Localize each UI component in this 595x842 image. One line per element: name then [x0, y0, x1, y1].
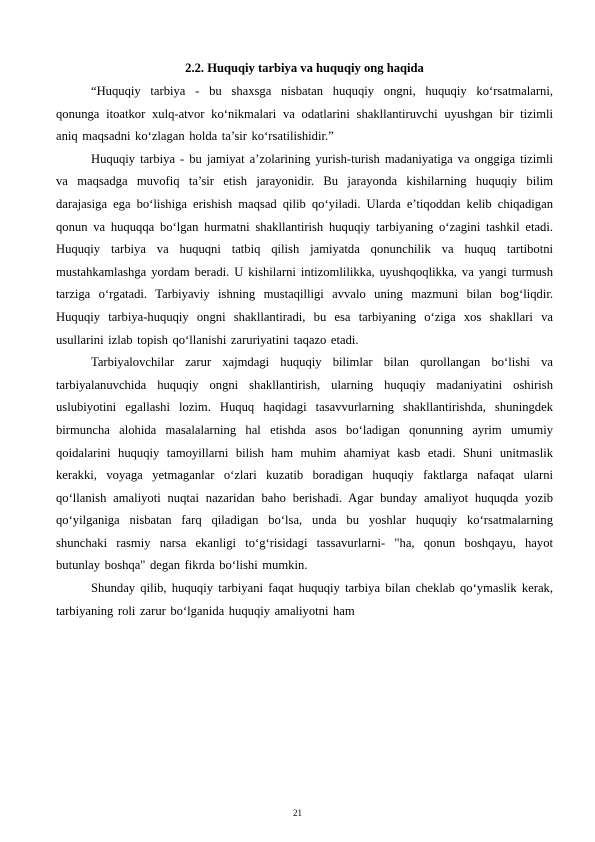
paragraph-conclusion: Shunday qilib, huquqiy tarbiyani faqat huquqiy tarbiya bilan cheklab qo‘ymaslik kerak, tarbiyaning roli zarur bo‘lganida huquqiy amaliyotni ham — [56, 581, 553, 618]
section-heading: 2.2. Huquqiy tarbiya va huquqiy ong haqida — [185, 61, 424, 75]
document-body — [56, 58, 553, 622]
paragraph-legal-education-process: Huquqiy tarbiya - bu jamiyat a’zolarining yurish-turish madaniyatiga va onggiga tizimli va maqsadga muvofiq ta’sir etish jarayonidir. Bu jarayonda kishilarning huquqiy bilim darajasiga ega bo‘lishiga erishish maqsad qilib qo‘yiladi. Ularda e’tiqoddan kelib chiqadigan qonun va huquqqa bo‘lgan hurmatni shakllantirish huquqiy tarbiyaning o‘zagini tashkil etadi. Huquqiy tarbiya va huquqni tatbiq qilish jamiyatda qonunchilik va huquq tartibotni mustahkamlashga yordam beradi. U kishilarni intizomlilikka, uyushqoqlikka, va yangi turmush tarziga o‘rgatadi. Tarbiyaviy ishning mustaqilligi avvalo uning mazmuni bilan bog‘liqdir. Huquqiy tarbiya-huquqiy ongni shakllantiradi, bu esa tarbiyaning o‘ziga xos shakllari va usullarini izlab topish qo‘llanishi zaruriyatini taqazo etadi. — [56, 151, 553, 347]
page-number: 21 — [293, 808, 302, 818]
paragraph-educators: Tarbiyalovchilar zarur xajmdagi huquqiy bilimlar bilan qurollangan bo‘lishi va tarbiyalanuvchida huquqiy ongni shakllantirish, ularning huquqiy madaniyatini oshirish uslubiyotini egallashi lozim. Huquq haqidagi tasavvurlarning shakllantirishda, shuningdek birmuncha alohida masalalarning hal etishda asos bo‘ladigan qonunning ayrim umumiy qoidalarini huquqiy tamoyillarni bilish ham muhim ahamiyat kasb etadi. Shuni unitmaslik kerakki, voyaga yetmaganlar o‘zlari kuzatib boradigan huquqiy faktlarga nafaqat ularni qo‘llanish amaliyoti nuqtai nazaridan baho berishadi. Agar bunday amaliyot huquqda yozib qo‘yilganiga nisbatan farq qiladigan bo‘lsa, unda bu yoshlar huquqiy ko‘rsatmalarning shunchaki rasmiy narsa ekanligi to‘g‘risidagi tassavurlarni- "ha, qonun boshqayu, hayot butunlay boshqa" degan fikrda bo‘lishi mumkin. — [56, 355, 553, 573]
paragraph-definition: “Huquqiy tarbiya - bu shaxsga nisbatan huquqiy ongni, huquqiy ko‘rsatmalarni, qonunga itoatkor xulq-atvor ko‘nikmalari va odatlarini shakllantiruvchi uyushgan bir tizimli aniq maqsadni ko‘zlagan holda ta’sir ko‘rsatilishidir.” — [56, 84, 553, 144]
